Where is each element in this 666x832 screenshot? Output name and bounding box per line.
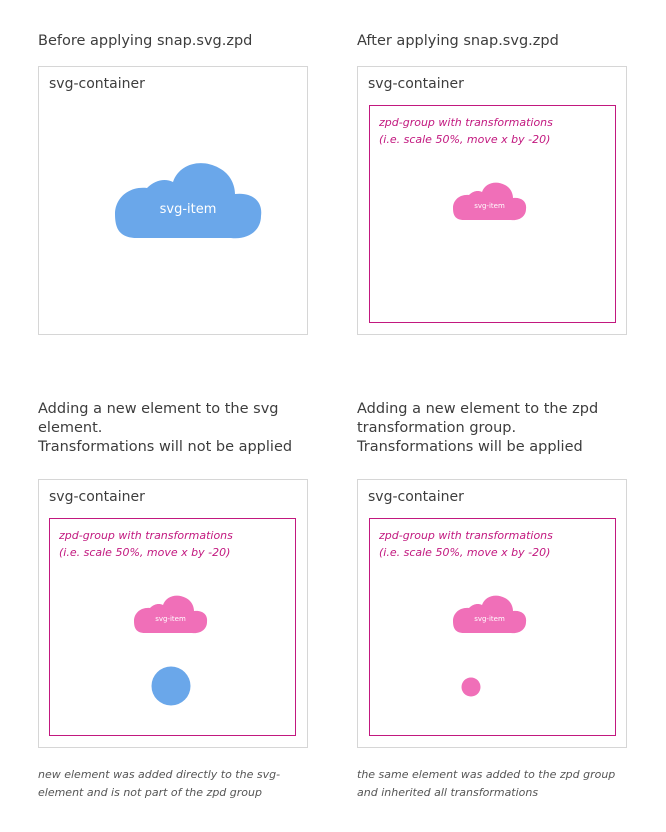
panel-4-heading <box>357 400 598 457</box>
panel-3-heading-line: element. <box>38 420 103 436</box>
panel-2-svg-container <box>357 66 627 335</box>
panel-4-heading-line: Adding a new element to the zpd <box>357 401 599 417</box>
panel-4-svg-container <box>357 479 627 748</box>
container-label: svg-container <box>49 76 145 92</box>
zpd-group <box>369 518 616 736</box>
group-label <box>59 527 233 561</box>
group-label <box>379 527 553 561</box>
group-label <box>379 114 553 148</box>
cloud-label: svg-item <box>159 202 217 217</box>
panel-3-svg-container <box>38 479 308 748</box>
new-element-circle <box>151 666 191 706</box>
panel-1-heading-line: Before applying snap.svg.zpd <box>38 33 253 49</box>
cloud-shape <box>453 596 526 634</box>
caption-line: element and is not part of the zpd group <box>38 786 262 799</box>
panel-4-heading-line: Transformations will be applied <box>357 439 583 455</box>
cloud-label: svg-item <box>474 615 505 623</box>
cloud-icon <box>115 158 263 244</box>
group-label-line: (i.e. scale 50%, move x by -20) <box>59 546 231 559</box>
cloud-label: svg-item <box>155 615 186 623</box>
cloud-shape <box>134 596 207 634</box>
panel-1-heading <box>38 32 252 51</box>
panel-2-heading <box>357 32 559 51</box>
group-label-line: (i.e. scale 50%, move x by -20) <box>379 546 551 559</box>
cloud-shape <box>453 183 526 221</box>
zpd-group <box>369 105 616 323</box>
caption-line: the same element was added to the zpd group <box>357 768 616 781</box>
container-label: svg-container <box>49 489 145 505</box>
panel-3-caption <box>38 766 280 802</box>
circle-shape <box>152 667 191 706</box>
circle-shape <box>462 678 481 697</box>
group-label-line: zpd-group with transformations <box>379 116 553 129</box>
panel-4-caption <box>357 766 615 802</box>
cloud-shape <box>115 163 261 238</box>
new-element-circle <box>461 677 481 697</box>
panel-1-svg-container <box>38 66 308 335</box>
panel-3-heading-line: Adding a new element to the svg <box>38 401 279 417</box>
container-label: svg-container <box>368 76 464 92</box>
container-label: svg-container <box>368 489 464 505</box>
panel-4-heading-line: transformation group. <box>357 420 517 436</box>
caption-line: new element was added directly to the svg- <box>38 768 281 781</box>
panel-3-heading-line: Transformations will not be applied <box>38 439 293 455</box>
panel-3-heading <box>38 400 292 457</box>
cloud-icon <box>453 593 527 636</box>
panel-2-heading-line: After applying snap.svg.zpd <box>357 33 559 49</box>
caption-line: and inherited all transformations <box>357 786 539 799</box>
group-label-line: zpd-group with transformations <box>59 529 233 542</box>
cloud-icon <box>134 593 208 636</box>
cloud-icon <box>453 180 527 223</box>
group-label-line: zpd-group with transformations <box>379 529 553 542</box>
group-label-line: (i.e. scale 50%, move x by -20) <box>379 133 551 146</box>
cloud-label: svg-item <box>474 202 505 210</box>
